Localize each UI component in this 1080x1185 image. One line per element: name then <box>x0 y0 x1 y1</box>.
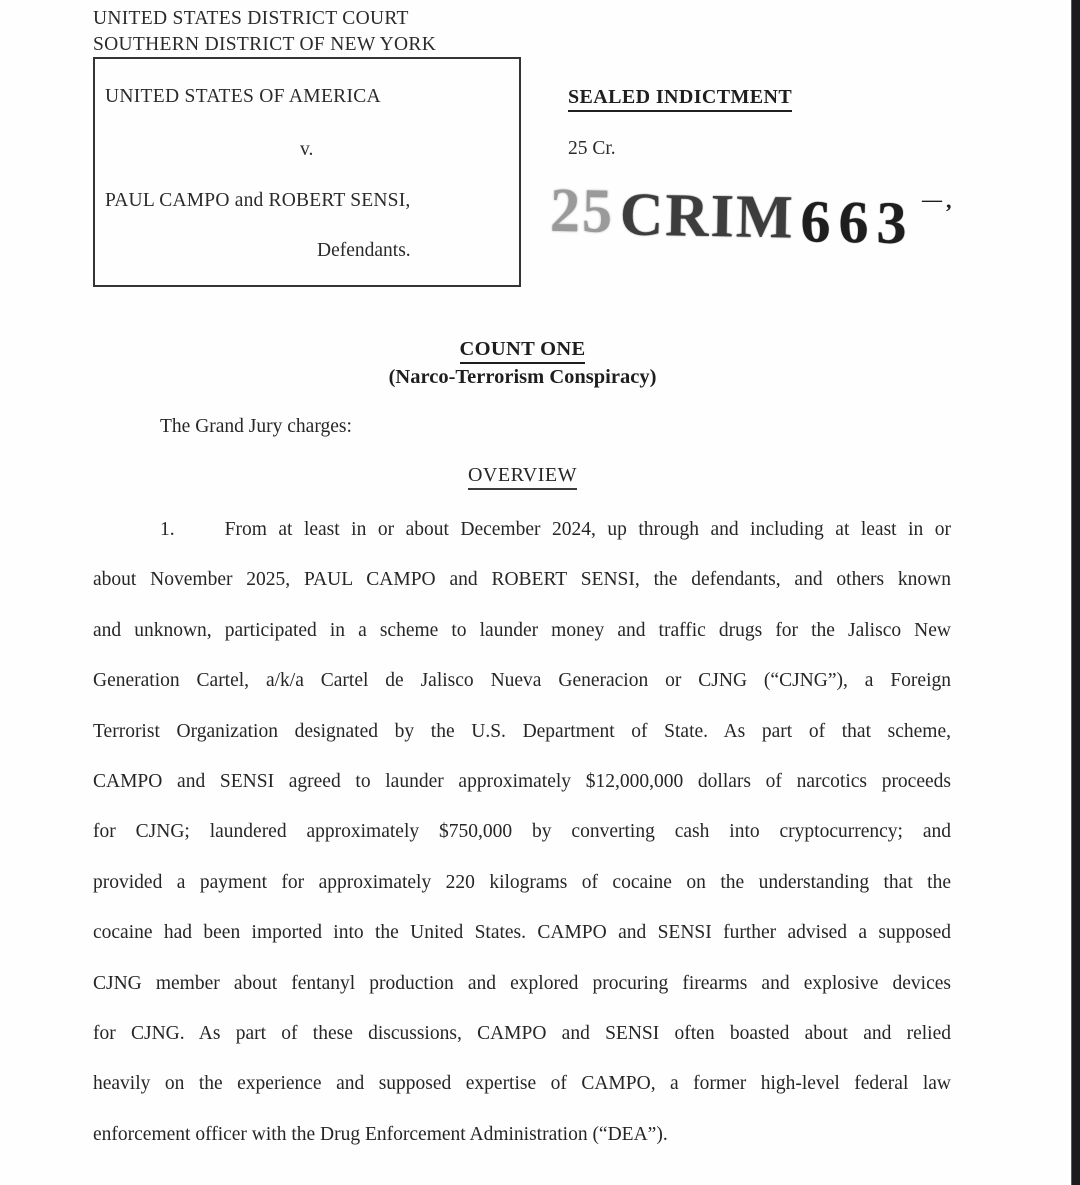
paragraph-line: and unknown, participated in a scheme to launder money and traffic drugs for the Jalisco New <box>93 619 951 641</box>
paragraph-line: Terrorist Organization designated by the U.S. Department of State. As part of that scheme, <box>93 720 951 742</box>
overview-section-heading <box>0 464 1045 490</box>
court-district: SOUTHERN DISTRICT OF NEW YORK <box>93 34 437 55</box>
document-title-text: SEALED INDICTMENT <box>568 86 792 112</box>
stray-pen-marks <box>922 186 952 213</box>
paragraph-number: 1. <box>160 519 175 540</box>
defendants-label: Defendants. <box>317 240 411 261</box>
paragraph-line: enforcement officer with the Drug Enforcement Administration (“DEA”). <box>93 1123 668 1145</box>
stamp-number: 663 <box>799 188 916 257</box>
plaintiff-name: UNITED STATES OF AMERICA <box>105 86 381 107</box>
paragraph-line <box>93 505 951 555</box>
stamp-crim-label: CRIM <box>619 180 796 251</box>
paragraph-one <box>93 505 951 1160</box>
overview-heading-text: OVERVIEW <box>468 464 577 490</box>
crim-case-stamp <box>549 175 916 257</box>
paragraph-line: CJNG member about fentanyl production and explored procuring firearms and explosive devices <box>93 972 951 994</box>
count-one-subheading: (Narco-Terrorism Conspiracy) <box>388 366 657 388</box>
paragraph-line: CAMPO and SENSI agreed to launder approximately $12,000,000 dollars of narcotics proceeds <box>93 771 951 793</box>
paragraph-line: heavily on the experience and supposed expertise of CAMPO, a former high-level federal law <box>93 1073 951 1095</box>
paragraph-line: about November 2025, PAUL CAMPO and ROBERT SENSI, the defendants, and others known <box>93 569 951 591</box>
court-name: UNITED STATES DISTRICT COURT <box>93 8 409 29</box>
paragraph-line: Generation Cartel, a/k/a Cartel de Jalisco Nueva Generacion or CJNG (“CJNG”), a Foreign <box>93 670 951 692</box>
paragraph-line-text: From at least in or about December 2024, up through and including at least in or <box>224 519 951 540</box>
viewer-edge-strip <box>1071 0 1080 1185</box>
case-number: 25 Cr. <box>568 138 616 159</box>
count-one-heading-text: COUNT ONE <box>460 338 586 364</box>
versus-abbreviation: v. <box>300 139 314 160</box>
paragraph-line: for CJNG. As part of these discussions, CAMPO and SENSI often boasted about and relied <box>93 1023 951 1045</box>
stray-tick-mark: , <box>946 188 952 213</box>
court-header <box>93 6 436 58</box>
count-one-heading <box>0 338 1045 364</box>
paragraph-line: cocaine had been imported into the United States. CAMPO and SENSI further advised a supposed <box>93 922 951 944</box>
stamp-year: 25 <box>549 175 615 246</box>
document-title <box>568 86 792 112</box>
stray-dash-mark: — <box>922 189 940 211</box>
grand-jury-charge-intro: The Grand Jury charges: <box>160 416 352 437</box>
paragraph-line: provided a payment for approximately 220 kilograms of cocaine on the understanding that the <box>93 871 951 893</box>
defendant-names: PAUL CAMPO and ROBERT SENSI, <box>105 190 411 211</box>
case-caption-box <box>93 57 521 287</box>
paragraph-line: for CJNG; laundered approximately $750,000 by converting cash into cryptocurrency; and <box>93 821 951 843</box>
